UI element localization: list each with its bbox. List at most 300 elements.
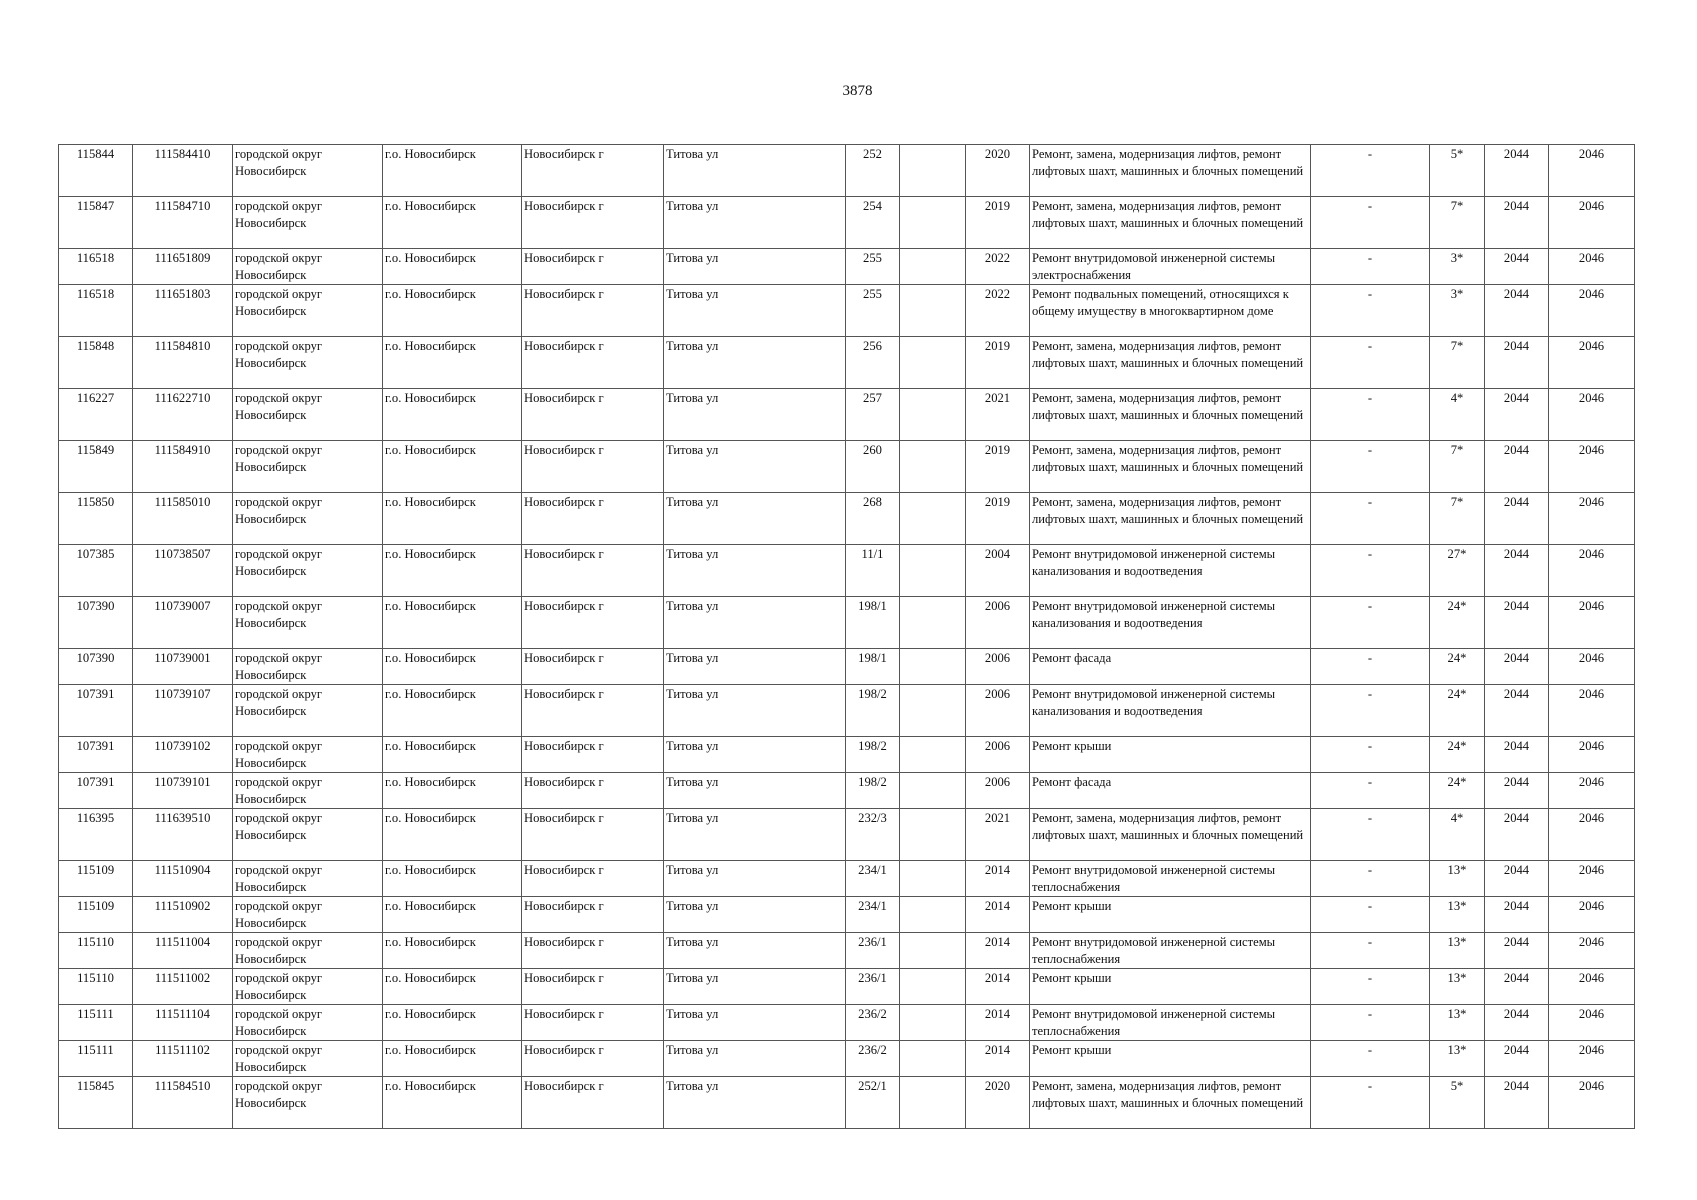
district-cell: городской округ Новосибирск: [233, 197, 383, 249]
locality-cell: Новосибирск г: [522, 897, 664, 933]
row-id: 115110: [59, 969, 133, 1005]
locality-cell: Новосибирск г: [522, 649, 664, 685]
period-from-cell: 2044: [1485, 1005, 1549, 1041]
extra-cell: -: [1311, 597, 1430, 649]
work-type-cell: Ремонт фасада: [1030, 773, 1311, 809]
extra-cell: -: [1311, 441, 1430, 493]
municipality-cell: г.о. Новосибирск: [383, 1041, 522, 1077]
period-from-cell: 2044: [1485, 597, 1549, 649]
block-cell: [900, 809, 966, 861]
period-to-cell: 2046: [1549, 145, 1635, 197]
count-cell: 7*: [1430, 493, 1485, 545]
row-id: 115849: [59, 441, 133, 493]
year-cell: 2006: [966, 649, 1030, 685]
locality-cell: Новосибирск г: [522, 1077, 664, 1129]
table-row: [59, 773, 1635, 809]
locality-cell: Новосибирск г: [522, 145, 664, 197]
locality-cell: Новосибирск г: [522, 597, 664, 649]
table-row: [59, 1041, 1635, 1077]
house-cell: 198/2: [846, 737, 900, 773]
period-to-cell: 2046: [1549, 197, 1635, 249]
work-type-cell: Ремонт крыши: [1030, 969, 1311, 1005]
period-from-cell: 2044: [1485, 493, 1549, 545]
work-code: 110739101: [133, 773, 233, 809]
period-to-cell: 2046: [1549, 285, 1635, 337]
municipality-cell: г.о. Новосибирск: [383, 969, 522, 1005]
house-cell: 236/1: [846, 969, 900, 1005]
count-cell: 4*: [1430, 809, 1485, 861]
block-cell: [900, 773, 966, 809]
work-type-cell: Ремонт внутридомовой инженерной системы теплоснабжения: [1030, 1005, 1311, 1041]
work-type-cell: Ремонт внутридомовой инженерной системы теплоснабжения: [1030, 933, 1311, 969]
work-code: 110739007: [133, 597, 233, 649]
municipality-cell: г.о. Новосибирск: [383, 249, 522, 285]
period-to-cell: 2046: [1549, 249, 1635, 285]
count-cell: 5*: [1430, 145, 1485, 197]
district-cell: городской округ Новосибирск: [233, 1041, 383, 1077]
house-cell: 255: [846, 285, 900, 337]
district-cell: городской округ Новосибирск: [233, 145, 383, 197]
district-cell: городской округ Новосибирск: [233, 389, 383, 441]
municipality-cell: г.о. Новосибирск: [383, 685, 522, 737]
house-cell: 254: [846, 197, 900, 249]
year-cell: 2006: [966, 597, 1030, 649]
block-cell: [900, 897, 966, 933]
extra-cell: -: [1311, 737, 1430, 773]
house-cell: 232/3: [846, 809, 900, 861]
locality-cell: Новосибирск г: [522, 249, 664, 285]
work-code: 111585010: [133, 493, 233, 545]
street-cell: Титова ул: [664, 969, 846, 1005]
house-cell: 252/1: [846, 1077, 900, 1129]
row-id: 115845: [59, 1077, 133, 1129]
street-cell: Титова ул: [664, 1005, 846, 1041]
table-row: [59, 1077, 1635, 1129]
extra-cell: -: [1311, 773, 1430, 809]
extra-cell: -: [1311, 249, 1430, 285]
row-id: 107390: [59, 649, 133, 685]
row-id: 107390: [59, 597, 133, 649]
work-code: 111584510: [133, 1077, 233, 1129]
table-row: [59, 1005, 1635, 1041]
block-cell: [900, 861, 966, 897]
period-from-cell: 2044: [1485, 969, 1549, 1005]
year-cell: 2019: [966, 441, 1030, 493]
year-cell: 2006: [966, 685, 1030, 737]
locality-cell: Новосибирск г: [522, 1041, 664, 1077]
year-cell: 2021: [966, 809, 1030, 861]
work-code: 111622710: [133, 389, 233, 441]
work-code: 111584410: [133, 145, 233, 197]
count-cell: 3*: [1430, 285, 1485, 337]
district-cell: городской округ Новосибирск: [233, 649, 383, 685]
work-type-cell: Ремонт, замена, модернизация лифтов, ремонт лифтовых шахт, машинных и блочных помещений: [1030, 809, 1311, 861]
block-cell: [900, 1041, 966, 1077]
work-code: 111584810: [133, 337, 233, 389]
period-from-cell: 2044: [1485, 389, 1549, 441]
year-cell: 2004: [966, 545, 1030, 597]
table-row: [59, 737, 1635, 773]
locality-cell: Новосибирск г: [522, 773, 664, 809]
period-to-cell: 2046: [1549, 861, 1635, 897]
locality-cell: Новосибирск г: [522, 933, 664, 969]
block-cell: [900, 685, 966, 737]
street-cell: Титова ул: [664, 597, 846, 649]
street-cell: Титова ул: [664, 493, 846, 545]
block-cell: [900, 933, 966, 969]
house-cell: 198/2: [846, 773, 900, 809]
count-cell: 7*: [1430, 441, 1485, 493]
house-cell: 236/2: [846, 1041, 900, 1077]
block-cell: [900, 441, 966, 493]
municipality-cell: г.о. Новосибирск: [383, 145, 522, 197]
period-from-cell: 2044: [1485, 773, 1549, 809]
locality-cell: Новосибирск г: [522, 441, 664, 493]
period-to-cell: 2046: [1549, 685, 1635, 737]
work-type-cell: Ремонт внутридомовой инженерной системы канализования и водоотведения: [1030, 685, 1311, 737]
municipality-cell: г.о. Новосибирск: [383, 861, 522, 897]
work-type-cell: Ремонт крыши: [1030, 897, 1311, 933]
work-code: 110739001: [133, 649, 233, 685]
period-to-cell: 2046: [1549, 389, 1635, 441]
count-cell: 13*: [1430, 969, 1485, 1005]
period-to-cell: 2046: [1549, 649, 1635, 685]
period-from-cell: 2044: [1485, 861, 1549, 897]
street-cell: Титова ул: [664, 285, 846, 337]
period-to-cell: 2046: [1549, 1041, 1635, 1077]
block-cell: [900, 249, 966, 285]
extra-cell: -: [1311, 197, 1430, 249]
work-code: 110738507: [133, 545, 233, 597]
locality-cell: Новосибирск г: [522, 197, 664, 249]
work-code: 111511104: [133, 1005, 233, 1041]
extra-cell: -: [1311, 545, 1430, 597]
street-cell: Титова ул: [664, 197, 846, 249]
count-cell: 24*: [1430, 773, 1485, 809]
locality-cell: Новосибирск г: [522, 969, 664, 1005]
district-cell: городской округ Новосибирск: [233, 337, 383, 389]
period-from-cell: 2044: [1485, 197, 1549, 249]
table-row: [59, 969, 1635, 1005]
period-from-cell: 2044: [1485, 933, 1549, 969]
work-type-cell: Ремонт, замена, модернизация лифтов, ремонт лифтовых шахт, машинных и блочных помещений: [1030, 493, 1311, 545]
work-code: 111510904: [133, 861, 233, 897]
house-cell: 268: [846, 493, 900, 545]
street-cell: Титова ул: [664, 545, 846, 597]
row-id: 115847: [59, 197, 133, 249]
period-to-cell: 2046: [1549, 441, 1635, 493]
locality-cell: Новосибирск г: [522, 737, 664, 773]
extra-cell: -: [1311, 145, 1430, 197]
count-cell: 13*: [1430, 1005, 1485, 1041]
municipality-cell: г.о. Новосибирск: [383, 1077, 522, 1129]
period-to-cell: 2046: [1549, 493, 1635, 545]
row-id: 116518: [59, 285, 133, 337]
year-cell: 2014: [966, 1005, 1030, 1041]
district-cell: городской округ Новосибирск: [233, 249, 383, 285]
row-id: 115109: [59, 897, 133, 933]
table-row: [59, 197, 1635, 249]
table-row: [59, 685, 1635, 737]
block-cell: [900, 285, 966, 337]
municipality-cell: г.о. Новосибирск: [383, 441, 522, 493]
table-row: [59, 493, 1635, 545]
period-to-cell: 2046: [1549, 969, 1635, 1005]
block-cell: [900, 737, 966, 773]
house-cell: 260: [846, 441, 900, 493]
block-cell: [900, 389, 966, 441]
table-row: [59, 861, 1635, 897]
street-cell: Титова ул: [664, 441, 846, 493]
year-cell: 2014: [966, 897, 1030, 933]
count-cell: 24*: [1430, 737, 1485, 773]
block-cell: [900, 493, 966, 545]
extra-cell: -: [1311, 897, 1430, 933]
work-code: 111651803: [133, 285, 233, 337]
district-cell: городской округ Новосибирск: [233, 545, 383, 597]
period-from-cell: 2044: [1485, 649, 1549, 685]
table-row: [59, 809, 1635, 861]
work-code: 111511004: [133, 933, 233, 969]
row-id: 115844: [59, 145, 133, 197]
table-row: [59, 285, 1635, 337]
row-id: 116518: [59, 249, 133, 285]
period-from-cell: 2044: [1485, 897, 1549, 933]
extra-cell: -: [1311, 337, 1430, 389]
period-from-cell: 2044: [1485, 685, 1549, 737]
row-id: 115850: [59, 493, 133, 545]
work-code: 111511002: [133, 969, 233, 1005]
period-from-cell: 2044: [1485, 337, 1549, 389]
work-code: 111639510: [133, 809, 233, 861]
locality-cell: Новосибирск г: [522, 389, 664, 441]
period-from-cell: 2044: [1485, 809, 1549, 861]
row-id: 115109: [59, 861, 133, 897]
district-cell: городской округ Новосибирск: [233, 861, 383, 897]
municipality-cell: г.о. Новосибирск: [383, 1005, 522, 1041]
street-cell: Титова ул: [664, 1041, 846, 1077]
municipality-cell: г.о. Новосибирск: [383, 649, 522, 685]
district-cell: городской округ Новосибирск: [233, 1077, 383, 1129]
work-type-cell: Ремонт, замена, модернизация лифтов, ремонт лифтовых шахт, машинных и блочных помещений: [1030, 1077, 1311, 1129]
count-cell: 13*: [1430, 861, 1485, 897]
row-id: 116395: [59, 809, 133, 861]
row-id: 115110: [59, 933, 133, 969]
locality-cell: Новосибирск г: [522, 685, 664, 737]
capital-repair-table: [58, 144, 1635, 1129]
work-type-cell: Ремонт, замена, модернизация лифтов, ремонт лифтовых шахт, машинных и блочных помещений: [1030, 337, 1311, 389]
locality-cell: Новосибирск г: [522, 809, 664, 861]
work-type-cell: Ремонт фасада: [1030, 649, 1311, 685]
extra-cell: -: [1311, 933, 1430, 969]
work-code: 111511102: [133, 1041, 233, 1077]
table-row: [59, 897, 1635, 933]
table-row: [59, 933, 1635, 969]
row-id: 115111: [59, 1041, 133, 1077]
house-cell: 255: [846, 249, 900, 285]
table-row: [59, 337, 1635, 389]
period-to-cell: 2046: [1549, 337, 1635, 389]
house-cell: 236/2: [846, 1005, 900, 1041]
period-from-cell: 2044: [1485, 441, 1549, 493]
period-to-cell: 2046: [1549, 1005, 1635, 1041]
count-cell: 24*: [1430, 685, 1485, 737]
locality-cell: Новосибирск г: [522, 1005, 664, 1041]
year-cell: 2006: [966, 737, 1030, 773]
year-cell: 2020: [966, 1077, 1030, 1129]
municipality-cell: г.о. Новосибирск: [383, 285, 522, 337]
period-from-cell: 2044: [1485, 1077, 1549, 1129]
count-cell: 5*: [1430, 1077, 1485, 1129]
block-cell: [900, 649, 966, 685]
house-cell: 234/1: [846, 897, 900, 933]
district-cell: городской округ Новосибирск: [233, 597, 383, 649]
year-cell: 2022: [966, 285, 1030, 337]
work-type-cell: Ремонт крыши: [1030, 1041, 1311, 1077]
work-type-cell: Ремонт, замена, модернизация лифтов, ремонт лифтовых шахт, машинных и блочных помещений: [1030, 441, 1311, 493]
district-cell: городской округ Новосибирск: [233, 685, 383, 737]
district-cell: городской округ Новосибирск: [233, 897, 383, 933]
work-type-cell: Ремонт крыши: [1030, 737, 1311, 773]
locality-cell: Новосибирск г: [522, 493, 664, 545]
street-cell: Титова ул: [664, 1077, 846, 1129]
work-type-cell: Ремонт внутридомовой инженерной системы канализования и водоотведения: [1030, 545, 1311, 597]
table-row: [59, 249, 1635, 285]
year-cell: 2020: [966, 145, 1030, 197]
year-cell: 2014: [966, 861, 1030, 897]
row-id: 107391: [59, 737, 133, 773]
count-cell: 13*: [1430, 933, 1485, 969]
street-cell: Титова ул: [664, 389, 846, 441]
extra-cell: -: [1311, 285, 1430, 337]
year-cell: 2014: [966, 969, 1030, 1005]
municipality-cell: г.о. Новосибирск: [383, 933, 522, 969]
municipality-cell: г.о. Новосибирск: [383, 809, 522, 861]
house-cell: 198/1: [846, 649, 900, 685]
work-type-cell: Ремонт внутридомовой инженерной системы теплоснабжения: [1030, 861, 1311, 897]
year-cell: 2014: [966, 933, 1030, 969]
count-cell: 7*: [1430, 197, 1485, 249]
street-cell: Титова ул: [664, 737, 846, 773]
house-cell: 236/1: [846, 933, 900, 969]
count-cell: 3*: [1430, 249, 1485, 285]
period-to-cell: 2046: [1549, 545, 1635, 597]
count-cell: 7*: [1430, 337, 1485, 389]
municipality-cell: г.о. Новосибирск: [383, 737, 522, 773]
period-to-cell: 2046: [1549, 897, 1635, 933]
street-cell: Титова ул: [664, 861, 846, 897]
block-cell: [900, 597, 966, 649]
row-id: 107385: [59, 545, 133, 597]
count-cell: 27*: [1430, 545, 1485, 597]
period-to-cell: 2046: [1549, 933, 1635, 969]
district-cell: городской округ Новосибирск: [233, 493, 383, 545]
row-id: 107391: [59, 685, 133, 737]
extra-cell: -: [1311, 389, 1430, 441]
district-cell: городской округ Новосибирск: [233, 773, 383, 809]
extra-cell: -: [1311, 493, 1430, 545]
extra-cell: -: [1311, 969, 1430, 1005]
block-cell: [900, 545, 966, 597]
year-cell: 2019: [966, 337, 1030, 389]
district-cell: городской округ Новосибирск: [233, 969, 383, 1005]
work-type-cell: Ремонт внутридомовой инженерной системы канализования и водоотведения: [1030, 597, 1311, 649]
extra-cell: -: [1311, 1077, 1430, 1129]
period-from-cell: 2044: [1485, 737, 1549, 773]
street-cell: Титова ул: [664, 809, 846, 861]
period-from-cell: 2044: [1485, 249, 1549, 285]
district-cell: городской округ Новосибирск: [233, 441, 383, 493]
locality-cell: Новосибирск г: [522, 861, 664, 897]
block-cell: [900, 1077, 966, 1129]
street-cell: Титова ул: [664, 337, 846, 389]
table-row: [59, 545, 1635, 597]
table-row: [59, 649, 1635, 685]
work-code: 111584710: [133, 197, 233, 249]
extra-cell: -: [1311, 1041, 1430, 1077]
year-cell: 2019: [966, 197, 1030, 249]
district-cell: городской округ Новосибирск: [233, 809, 383, 861]
municipality-cell: г.о. Новосибирск: [383, 389, 522, 441]
house-cell: 257: [846, 389, 900, 441]
municipality-cell: г.о. Новосибирск: [383, 545, 522, 597]
work-type-cell: Ремонт, замена, модернизация лифтов, ремонт лифтовых шахт, машинных и блочных помещений: [1030, 145, 1311, 197]
work-code: 110739107: [133, 685, 233, 737]
extra-cell: -: [1311, 685, 1430, 737]
work-type-cell: Ремонт, замена, модернизация лифтов, ремонт лифтовых шахт, машинных и блочных помещений: [1030, 389, 1311, 441]
block-cell: [900, 145, 966, 197]
locality-cell: Новосибирск г: [522, 337, 664, 389]
period-from-cell: 2044: [1485, 545, 1549, 597]
period-to-cell: 2046: [1549, 737, 1635, 773]
street-cell: Титова ул: [664, 933, 846, 969]
house-cell: 11/1: [846, 545, 900, 597]
municipality-cell: г.о. Новосибирск: [383, 773, 522, 809]
extra-cell: -: [1311, 861, 1430, 897]
period-from-cell: 2044: [1485, 285, 1549, 337]
block-cell: [900, 1005, 966, 1041]
street-cell: Титова ул: [664, 649, 846, 685]
work-type-cell: Ремонт, замена, модернизация лифтов, ремонт лифтовых шахт, машинных и блочных помещений: [1030, 197, 1311, 249]
street-cell: Титова ул: [664, 897, 846, 933]
count-cell: 4*: [1430, 389, 1485, 441]
house-cell: 234/1: [846, 861, 900, 897]
period-to-cell: 2046: [1549, 1077, 1635, 1129]
house-cell: 198/2: [846, 685, 900, 737]
count-cell: 13*: [1430, 1041, 1485, 1077]
extra-cell: -: [1311, 1005, 1430, 1041]
block-cell: [900, 197, 966, 249]
period-to-cell: 2046: [1549, 773, 1635, 809]
house-cell: 198/1: [846, 597, 900, 649]
municipality-cell: г.о. Новосибирск: [383, 197, 522, 249]
extra-cell: -: [1311, 809, 1430, 861]
period-from-cell: 2044: [1485, 145, 1549, 197]
count-cell: 13*: [1430, 897, 1485, 933]
period-to-cell: 2046: [1549, 809, 1635, 861]
table-row: [59, 389, 1635, 441]
municipality-cell: г.о. Новосибирск: [383, 493, 522, 545]
locality-cell: Новосибирск г: [522, 285, 664, 337]
house-cell: 252: [846, 145, 900, 197]
row-id: 115111: [59, 1005, 133, 1041]
row-id: 115848: [59, 337, 133, 389]
extra-cell: -: [1311, 649, 1430, 685]
municipality-cell: г.о. Новосибирск: [383, 597, 522, 649]
year-cell: 2014: [966, 1041, 1030, 1077]
count-cell: 24*: [1430, 649, 1485, 685]
work-code: 110739102: [133, 737, 233, 773]
